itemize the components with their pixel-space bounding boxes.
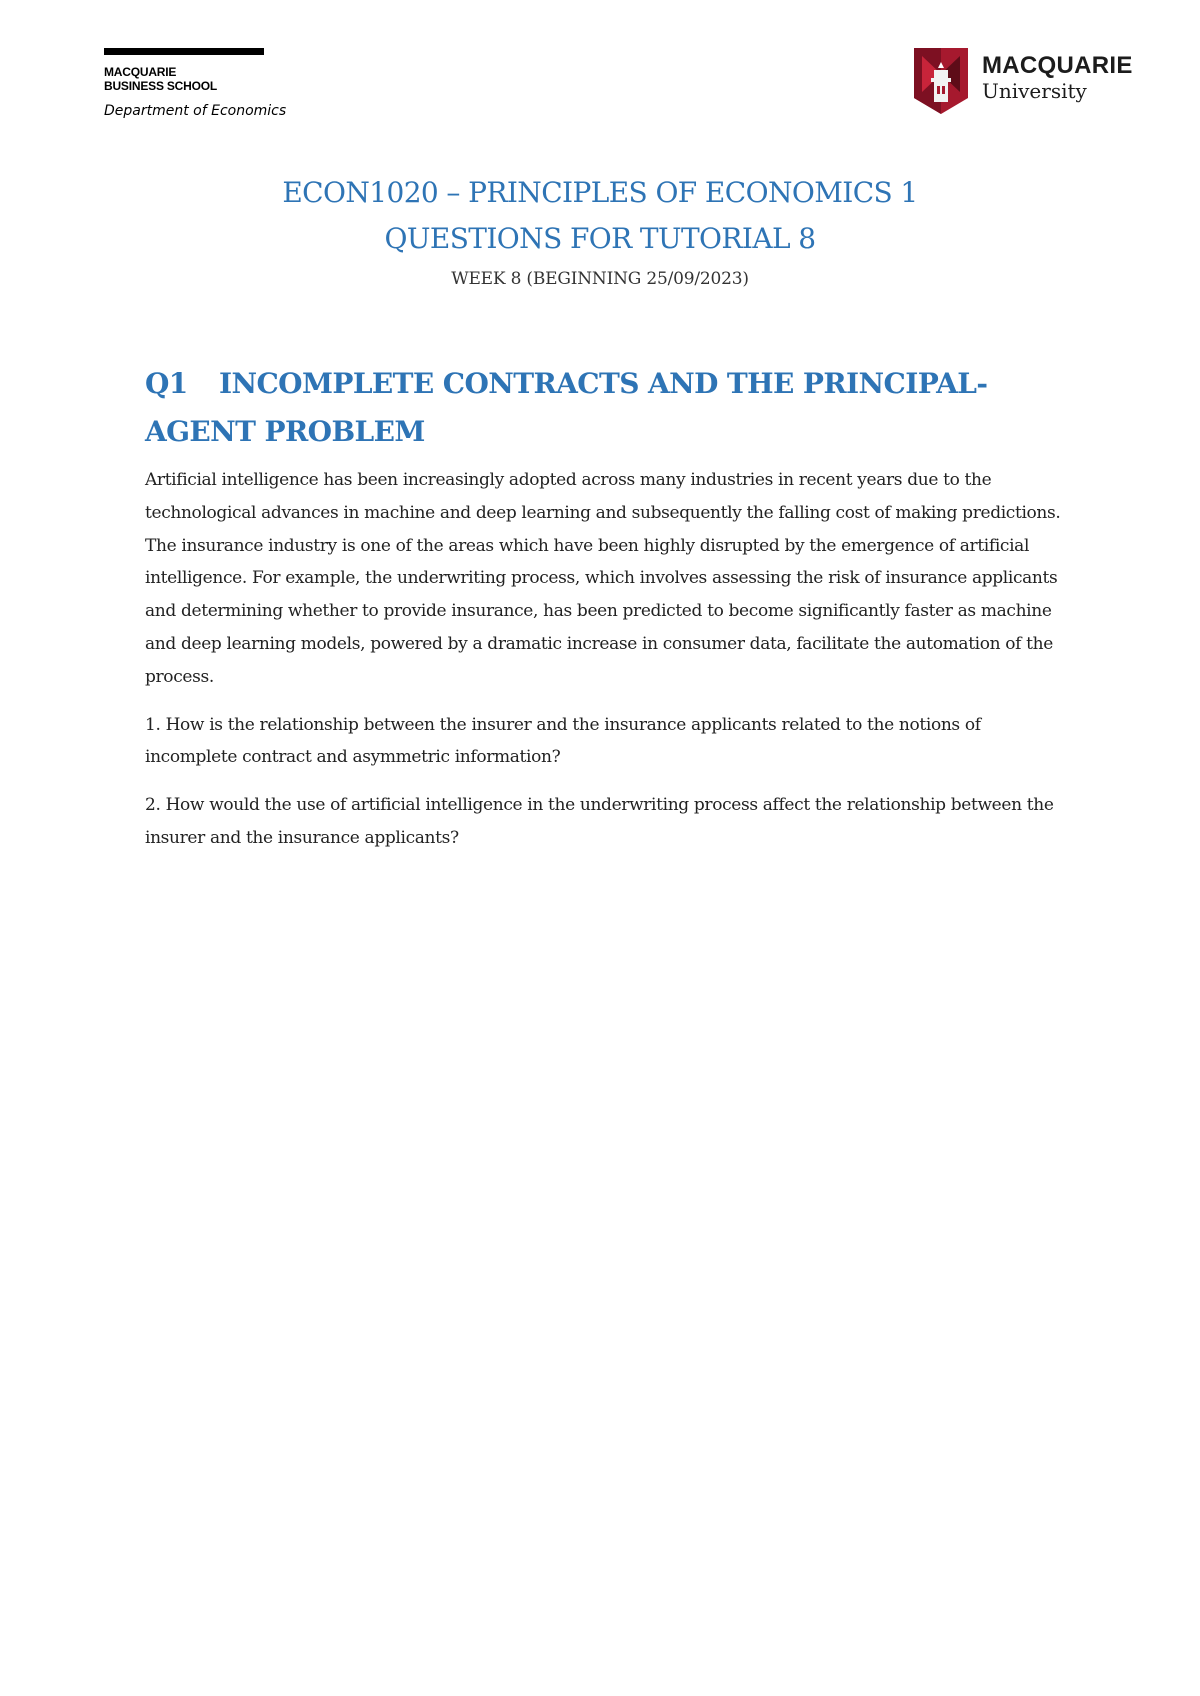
intro-paragraph: Artificial intelligence has been increasingly adopted across many industries in recent years due to the technological advances in machine and deep learning and subsequently the falling cost of making predictions. The insurance industry is one of the areas which have been highly disrupted by the emergence of artificial intelligence. For example, the underwriting process, which involves assessing the risk of insurance applicants and determining whether to provide insurance, has been predicted to become significantly faster as machine and deep learning models, powered by a dramatic increase in consumer data, facilitate the automation of the process. [145, 470, 1061, 687]
tutorial-title: QUESTIONS FOR TUTORIAL 8 [384, 222, 816, 255]
week-subtitle: WEEK 8 (BEGINNING 25/09/2023) [451, 269, 749, 289]
school-name-line1: MACQUARIE [104, 65, 177, 79]
question-heading-line1: INCOMPLETE CONTRACTS AND THE PRINCIPAL- [219, 367, 988, 400]
question-heading [145, 360, 1070, 456]
university-logo [914, 48, 1134, 114]
title-block [0, 170, 1200, 296]
department-name: Department of Economics [104, 103, 287, 119]
business-school-logo [104, 48, 304, 119]
course-title: ECON1020 – PRINCIPLES OF ECONOMICS 1 [282, 176, 918, 209]
university-subtitle: University [982, 79, 1087, 103]
school-name-line2: BUSINESS SCHOOL [104, 79, 218, 93]
university-name: MACQUARIE [982, 52, 1133, 79]
logo-bar [104, 48, 264, 55]
question-number: Q1 [145, 367, 188, 400]
sub-question-2: 2. How would the use of artificial intelligence in the underwriting process affect the relationship between the insurer and the insurance applicants? [145, 795, 1054, 848]
question-heading-line2: AGENT PROBLEM [145, 415, 425, 448]
shield-icon [914, 48, 968, 114]
sub-question-1: 1. How is the relationship between the insurer and the insurance applicants related to the notions of incomplete contract and asymmetric information? [145, 714, 981, 768]
question-section [145, 360, 1070, 870]
